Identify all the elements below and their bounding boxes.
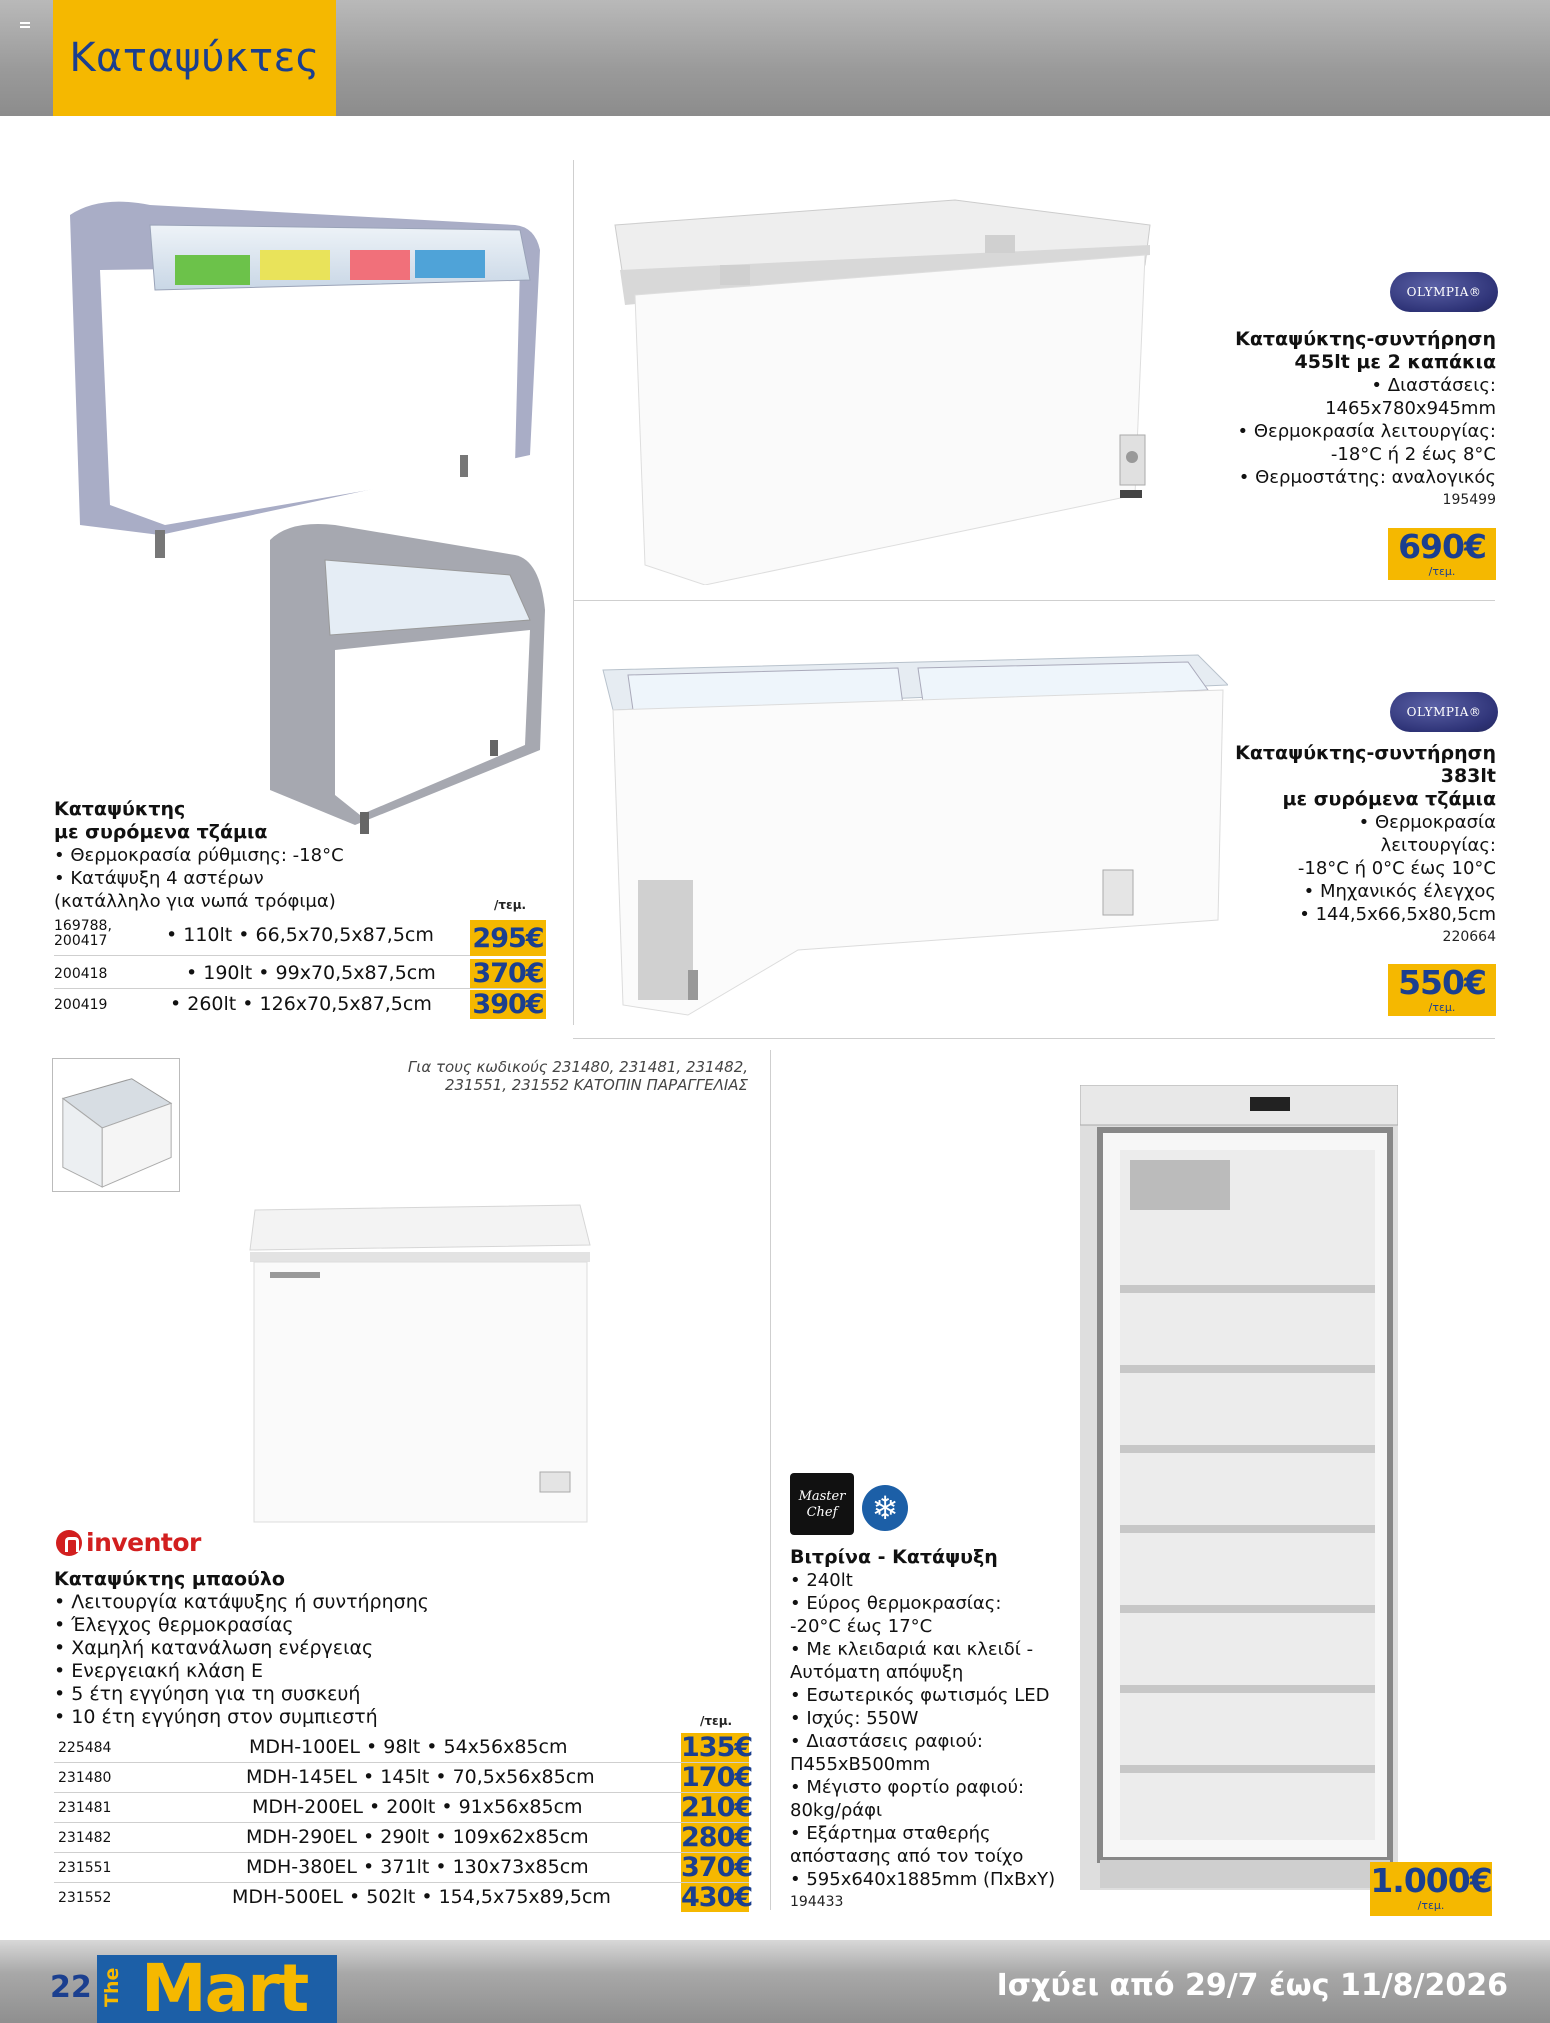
snowflake-icon: ❄	[862, 1485, 908, 1531]
table-row	[54, 959, 546, 989]
row-spec: MDH-500EL • 502lt • 154,5x75x89,5cm	[232, 1886, 611, 1908]
spec-line: • Με κλειδαριά και κλειδί -	[790, 1639, 1034, 1660]
freezer-interior-thumbnail	[52, 1058, 180, 1192]
row-price: 210€	[681, 1792, 753, 1823]
product-title: με συρόμενα τζάμια	[54, 821, 268, 843]
product-4-details	[54, 1568, 734, 1729]
spec-line: • Εύρος θερμοκρασίας:	[790, 1593, 1002, 1614]
spec-line: • Ισχύς: 550W	[790, 1708, 919, 1729]
product-title: Καταψύκτης-συντήρηση	[1235, 742, 1496, 764]
product-5-details	[790, 1546, 1080, 1914]
spec-line: Αυτόματη απόψυξη	[790, 1662, 964, 1683]
spec-line: • Κατάψυξη 4 αστέρων	[54, 868, 264, 889]
row-price: 370€	[470, 959, 546, 988]
master-chef-logo: Master Chef	[790, 1473, 854, 1535]
product-title: Καταψύκτης-συντήρηση	[1235, 328, 1496, 350]
row-spec: • 190lt • 99x70,5x87,5cm	[186, 962, 436, 984]
spec-line: -18°C ή 0°C έως 10°C	[1297, 858, 1496, 879]
row-code: 231481	[58, 1800, 112, 1816]
product-1-details	[1076, 328, 1496, 512]
product-title: με συρόμενα τζάμια	[1282, 788, 1496, 810]
row-price: 390€	[470, 990, 546, 1019]
inventor-chest-freezer-image	[240, 1190, 600, 1530]
row-spec: • 260lt • 126x70,5x87,5cm	[170, 993, 432, 1015]
inventor-logo-icon	[56, 1530, 82, 1556]
glass-door-display-freezer-image	[1080, 1085, 1398, 1890]
curved-glass-freezer-image	[60, 195, 560, 560]
spec-line: • 595x640x1885mm (ΠxΒxΥ)	[790, 1869, 1056, 1890]
spec-line: • Ενεργειακή κλάση E	[54, 1660, 264, 1682]
row-spec: MDH-200EL • 200lt • 91x56x85cm	[252, 1796, 583, 1818]
olympia-logo: OLYMPIA®	[1390, 272, 1498, 312]
row-price: 370€	[681, 1852, 753, 1883]
product-2-details	[54, 798, 554, 913]
olympia-logo: OLYMPIA®	[1390, 692, 1498, 732]
table-row	[54, 1762, 753, 1793]
section-tab	[53, 0, 336, 116]
spec-line: -20°C έως 17°C	[790, 1616, 933, 1637]
price-tag: 550€ /τεμ.	[1388, 964, 1496, 1016]
row-code: 200418	[54, 966, 108, 982]
product-code: 194433	[790, 1894, 844, 1910]
divider	[573, 600, 1495, 601]
row-price: 135€	[681, 1732, 753, 1763]
spec-line: • Εξάρτημα σταθερής	[790, 1823, 991, 1844]
spec-line: απόστασης από τον τοίχο	[790, 1846, 1024, 1867]
row-spec: • 110lt • 66,5x70,5x87,5cm	[166, 924, 434, 946]
row-spec: MDH-100EL • 98lt • 54x56x85cm	[249, 1736, 568, 1758]
row-code: 231482	[58, 1830, 112, 1846]
spec-line: 80kg/ράφι	[790, 1800, 883, 1821]
spec-line: • Μέγιστο φορτίο ραφιού:	[790, 1777, 1025, 1798]
product-3-details	[1076, 742, 1496, 949]
spec-line: • Έλεγχος θερμοκρασίας	[54, 1614, 294, 1636]
spec-line: • Διαστάσεις:	[1371, 375, 1496, 396]
table-row	[54, 1882, 753, 1913]
row-price: 170€	[681, 1762, 753, 1793]
unit-label: /τεμ.	[700, 1714, 733, 1728]
spec-line: • 240lt	[790, 1570, 853, 1591]
spec-line: • Χαμηλή κατανάλωση ενέργειας	[54, 1637, 374, 1659]
product-title: 455lt με 2 καπάκια	[1294, 351, 1496, 373]
product-title: Καταψύκτης	[54, 798, 186, 820]
spec-line: λειτουργίας:	[1380, 835, 1496, 856]
row-code: 200419	[54, 997, 108, 1013]
spec-line: • Θερμοστάτης: αναλογικός	[1238, 467, 1496, 488]
table-row	[54, 1792, 753, 1823]
row-code: 169788, 200417	[54, 918, 112, 949]
table-row	[54, 1732, 753, 1763]
row-spec: MDH-290EL • 290lt • 109x62x85cm	[246, 1826, 589, 1848]
row-price: 430€	[681, 1882, 753, 1913]
row-spec: MDH-145EL • 145lt • 70,5x56x85cm	[246, 1766, 595, 1788]
row-code: 225484	[58, 1740, 112, 1756]
row-price: 280€	[681, 1822, 753, 1853]
row-code: 231551	[58, 1860, 112, 1876]
spec-line: • Λειτουργία κατάψυξης ή συντήρησης	[54, 1591, 429, 1613]
product-title: Καταψύκτης μπαούλο	[54, 1568, 285, 1590]
spec-line: • Θερμοκρασία ρύθμισης: -18°C	[54, 845, 344, 866]
spec-line: • Θερμοκρασία	[1358, 812, 1496, 833]
spec-line: 1465x780x945mm	[1325, 398, 1496, 419]
spec-line: (κατάλληλο για νωπά τρόφιμα)	[54, 891, 336, 912]
spec-line: • 10 έτη εγγύηση στον συμπιεστή	[54, 1706, 378, 1728]
spec-line: • Θερμοκρασία λειτουργίας:	[1237, 421, 1496, 442]
row-price: 295€	[470, 920, 546, 956]
divider	[573, 1038, 1495, 1039]
spec-line: • Εσωτερικός φωτισμός LED	[790, 1685, 1050, 1706]
spec-line: • 5 έτη εγγύηση για τη συσκευή	[54, 1683, 361, 1705]
product-code: 195499	[1442, 492, 1496, 508]
the-mart-logo: The Mart	[97, 1955, 337, 2023]
spec-line: • Μηχανικός έλεγχος	[1303, 881, 1496, 902]
divider	[573, 160, 574, 1025]
row-code: 231480	[58, 1770, 112, 1786]
table-row	[54, 916, 546, 956]
product-code: 220664	[1442, 929, 1496, 945]
price-tag: 1.000€ /τεμ.	[1370, 1862, 1492, 1916]
price-tag: 690€ /τεμ.	[1388, 528, 1496, 580]
order-note: Για τους κωδικούς 231480, 231481, 231482, 231551, 231552 ΚΑΤΟΠΙΝ ΠΑΡΑΓΓΕΛΙΑΣ	[407, 1058, 748, 1094]
row-spec: MDH-380EL • 371lt • 130x73x85cm	[246, 1856, 589, 1878]
validity-period: Ισχύει από 29/7 έως 11/8/2026	[996, 1968, 1508, 2003]
spec-line: • 144,5x66,5x80,5cm	[1299, 904, 1496, 925]
table-row	[54, 990, 546, 1020]
page-title: Καταψύκτες	[69, 35, 320, 81]
spec-line: -18°C ή 2 έως 8°C	[1330, 444, 1496, 465]
row-code: 231552	[58, 1890, 112, 1906]
product-title: 383lt	[1440, 765, 1496, 787]
page-number: 22	[50, 1970, 92, 2005]
table-row	[54, 1852, 753, 1883]
small-curved-freezer-image	[265, 520, 550, 840]
inventor-logo: inventor	[56, 1528, 201, 1557]
unit-label: /τεμ.	[494, 898, 527, 912]
spec-line: • Διαστάσεις ραφιού:	[790, 1731, 983, 1752]
menu-icon	[20, 22, 30, 28]
spec-line: Π455xΒ500mm	[790, 1754, 931, 1775]
product-title: Βιτρίνα - Κατάψυξη	[790, 1546, 998, 1568]
divider	[770, 1050, 771, 1910]
table-row	[54, 1822, 753, 1853]
